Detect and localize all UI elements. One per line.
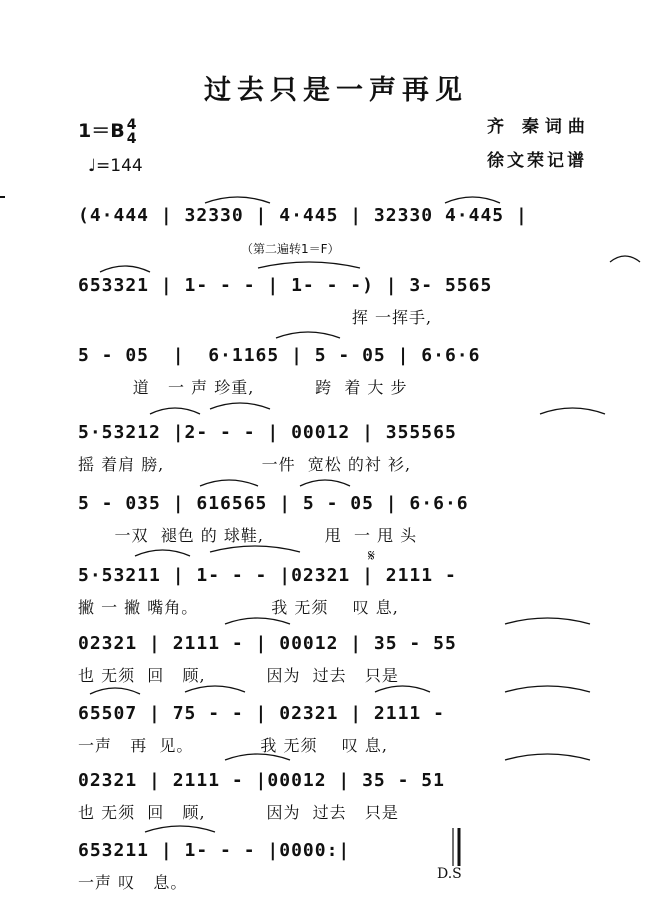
lyrics-line: 也 无须 回 顾, 因为 过去 只是 bbox=[78, 803, 399, 822]
modulation-note: （第二遍转1＝F） bbox=[241, 242, 340, 256]
lyrics-line: 撇 一 撇 嘴角。 我 无须 叹 息, bbox=[78, 598, 399, 617]
tie-slur bbox=[276, 332, 340, 338]
tie-slur bbox=[505, 754, 590, 760]
tie-slur bbox=[150, 408, 200, 414]
lyrics-line: 挥 一挥手, bbox=[78, 308, 433, 327]
key-signature bbox=[78, 116, 136, 146]
notation-line: (4·444 | 32330 | 4·445 | 32330 4·445 | bbox=[78, 205, 528, 226]
song-title: 过去只是一声再见 bbox=[204, 75, 468, 106]
lyrics-line: 一声 叹 息。 bbox=[78, 873, 188, 892]
notation-line: 653211 | 1- - - |0000:| bbox=[78, 840, 351, 861]
tie-slur bbox=[610, 256, 640, 262]
key-label: 1＝B bbox=[78, 120, 125, 142]
tie-slur bbox=[205, 197, 270, 203]
tie-slur bbox=[300, 480, 350, 486]
time-top: 4 bbox=[126, 116, 137, 133]
notation-line: 5·53212 |2- - - | 00012 | 355565 bbox=[78, 422, 457, 443]
dal-segno-mark: D.S bbox=[437, 866, 462, 882]
segno-sign: 𝄋 bbox=[368, 546, 375, 565]
tie-slur bbox=[90, 688, 140, 694]
tie-slur bbox=[540, 408, 605, 414]
lyrics-line: 摇 着肩 膀, 一件 宽松 的衬 衫, bbox=[78, 455, 412, 474]
tie-slur bbox=[100, 266, 150, 272]
tie-slur bbox=[210, 546, 300, 552]
notation-line: 5·53211 | 1- - - |02321 | 2111 - bbox=[78, 565, 457, 586]
lyrics-line: 一声 再 见。 我 无须 叹 息, bbox=[78, 736, 388, 755]
tie-slur bbox=[145, 826, 215, 832]
tie-slur bbox=[505, 618, 590, 624]
lyrics-line: 一双 褪色 的 球鞋, 甩 一 甩 头 bbox=[78, 526, 418, 545]
lyrics-line: 道 一 声 珍重, 跨 着 大 步 bbox=[78, 378, 408, 397]
composer-credit: 齐 秦词曲 bbox=[487, 117, 591, 137]
page-edge-mark bbox=[0, 196, 5, 198]
tie-slur bbox=[445, 197, 500, 203]
tie-slur bbox=[505, 686, 590, 692]
notation-line: 5 - 035 | 616565 | 5 - 05 | 6·6·6 bbox=[78, 493, 469, 514]
transcriber-credit: 徐文荣记谱 bbox=[487, 151, 587, 171]
tie-slur bbox=[258, 262, 360, 268]
tie-slur bbox=[225, 618, 290, 624]
notation-line: 5 - 05 | 6·1165 | 5 - 05 | 6·6·6 bbox=[78, 345, 481, 366]
time-bottom: 4 bbox=[126, 130, 137, 147]
tie-slur bbox=[200, 480, 258, 486]
notation-line: 653321 | 1- - - | 1- - -) | 3- 5565 bbox=[78, 275, 493, 296]
notation-line: 02321 | 2111 - |00012 | 35 - 51 bbox=[78, 770, 445, 791]
tempo-mark: ♩=144 bbox=[88, 156, 143, 176]
tie-slur bbox=[135, 550, 190, 556]
notation-line: 65507 | 75 - - | 02321 | 2111 - bbox=[78, 703, 445, 724]
lyrics-line: 也 无须 回 顾, 因为 过去 只是 bbox=[78, 666, 399, 685]
tie-slur bbox=[375, 686, 430, 692]
time-signature bbox=[127, 118, 137, 146]
tie-slur bbox=[210, 403, 270, 409]
notation-line: 02321 | 2111 - | 00012 | 35 - 55 bbox=[78, 633, 457, 654]
tie-slur bbox=[185, 686, 245, 692]
